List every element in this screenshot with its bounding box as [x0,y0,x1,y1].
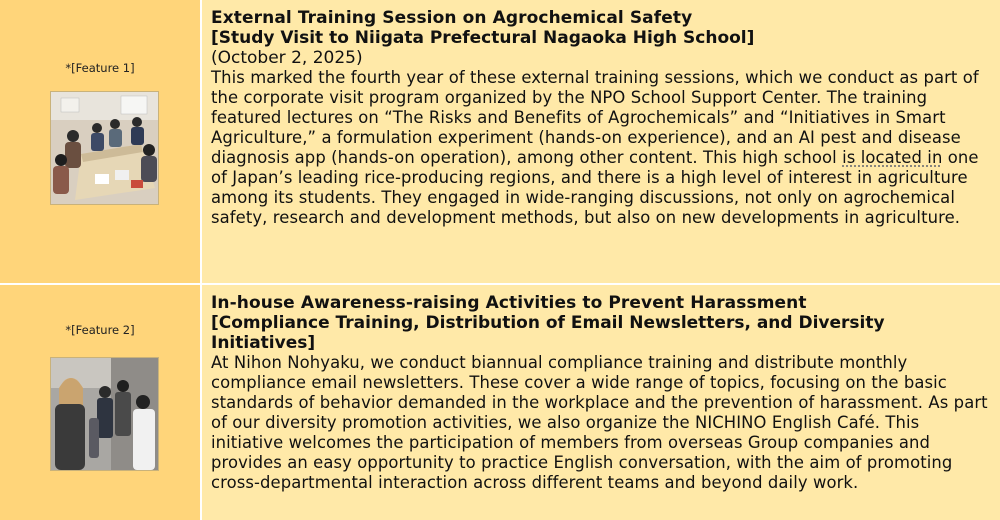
feature-title: In-house Awareness-raising Activities to Prevent Harassment [211,293,807,313]
feature-tag: *[Feature 2] [65,323,135,337]
feature-label-cell [0,285,200,520]
feature-tag: *[Feature 1] [65,61,135,75]
feature-row-2 [0,285,1000,520]
feature-subtitle: [Compliance Training, Distribution of Email Newsletters, and Diversity Initiatives] [211,313,885,353]
feature-content-cell [202,285,1000,520]
feature-body-part: This marked the fourth year of these external training sessions, which we conduct as part of the corporate visit program organized by the NPO School Support Center. The training featured lectures on “The Risks and Benefits of Agrochemicals” and “Initiatives in Smart Agriculture,” a formulation experiment (hands-on experience), and an AI pest and disease diagnosis app (hands-on operation), among other content. This high school [211,68,979,167]
feature-body [211,68,994,228]
feature-title: External Training Session on Agrochemical Safety [211,8,693,28]
training-session-photo [50,91,159,205]
feature-subtitle: [Study Visit to Niigata Prefectural Nagaoka High School] [211,28,755,48]
feature-content-cell [202,0,1000,283]
compliance-event-photo [50,357,159,471]
feature-body: At Nihon Nohyaku, we conduct biannual compliance training and distribute monthly compliance email newsletters. These cover a wide range of topics, focusing on the basic standards of behavior demanded in the workplace and the prevention of harassment. As part of our diversity promotion activities, we also organize the NICHINO English Café. This initiative welcomes the participation of members from overseas Group companies and provides an easy opportunity to practice English conversation, with the aim of promoting cross-departmental interaction across different teams and beyond daily work. [211,353,988,492]
feature-body-part: one of Japan’s leading rice-producing regions, and there is a high level of interest in agriculture among its students. They engaged in wide-ranging discussions, not only on agrochemical safety, research and development methods, but also on new developments in agriculture. [211,148,979,227]
feature-label-cell [0,0,200,283]
feature-body-highlight: is located in [842,148,943,167]
feature-date: (October 2, 2025) [211,48,363,68]
